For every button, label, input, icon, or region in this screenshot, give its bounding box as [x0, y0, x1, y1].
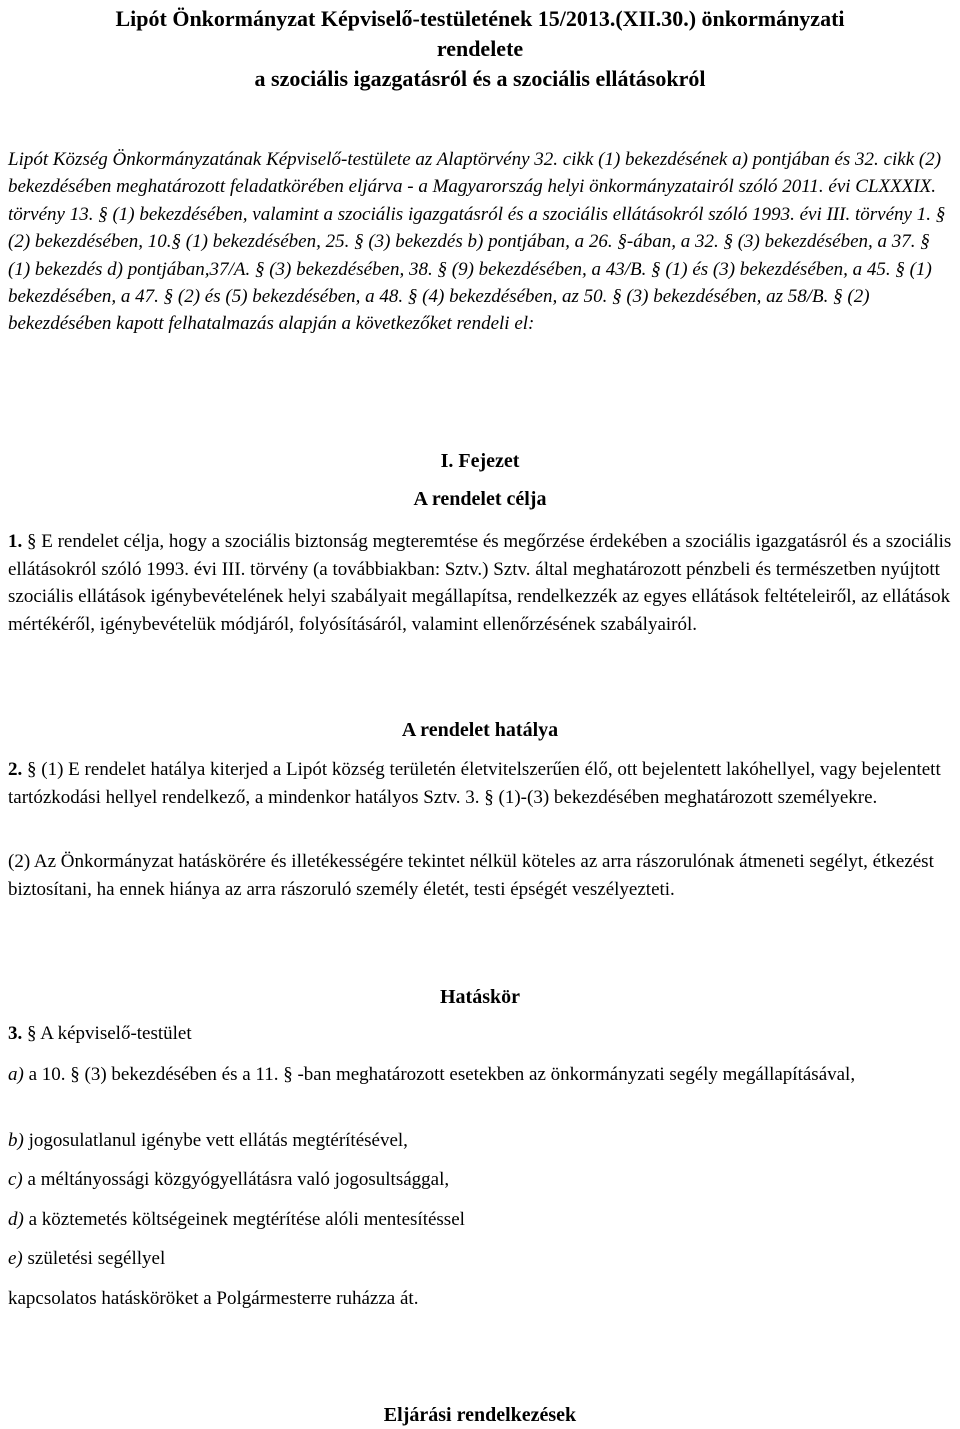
section-1-number: 1.: [8, 531, 23, 552]
section-2-paragraph-2: (2) Az Önkormányzat hatáskörére és illetékességére tekintet nélkül köteles az arra rászorulónak átmeneti segélyt, étkezést biztosítani, ha ennek hiánya az arra rászoruló személy életét, testi épségét veszélyezteti.: [8, 851, 934, 900]
list-item-b-letter: b): [8, 1130, 24, 1151]
section-3-intro-text: § A képviselő-testület: [27, 1023, 192, 1044]
section-2-number: 2.: [8, 759, 23, 780]
list-item-a-text: a 10. § (3) bekezdésében és a 11. § -ban meghatározott esetekben az önkormányzati segély megállapításával,: [23, 1064, 856, 1085]
list-item-a-letter: a): [8, 1064, 24, 1085]
section-2-heading: A rendelet hatálya: [401, 719, 559, 741]
section-2-paragraph-1: [8, 756, 952, 811]
list-item-c-letter: c): [8, 1169, 23, 1190]
section-3-closing: kapcsolatos hatásköröket a Polgármesterre ruházza át.: [8, 1288, 419, 1309]
document-title: [8, 0, 952, 94]
section-4-heading: Eljárási rendelkezések: [383, 1404, 577, 1426]
title-line-2: rendelete: [436, 36, 524, 61]
title-line-1: Lipót Önkormányzat Képviselő-testületének 15/2013.(XII.30.) önkormányzati: [115, 6, 845, 31]
title-line-3: a szociális igazgatásról és a szociális ellátásokról: [254, 66, 706, 91]
list-item-d-text: a köztemetés költségeinek megtérítése alóli mentesítéssel: [23, 1209, 465, 1230]
list-item-c: [8, 1167, 952, 1193]
document-page: [8, 0, 952, 1426]
section-3-number: 3.: [8, 1023, 23, 1044]
list-item-a: [8, 1062, 952, 1088]
section-2-text-1: § (1) E rendelet hatálya kiterjed a Lipót község területén életvitelszerűen élő, ott bejelentett lakóhellyel, vagy bejelentett tartózkodási hellyel rendelkező, a mindenkor hatályos Sztv. 3. § (1)-(3) bekezdésében meghatározott személyekre.: [8, 759, 941, 808]
section-1: [8, 528, 952, 638]
list-item-b-text: jogosulatlanul igénybe vett ellátás megtérítésével,: [23, 1130, 408, 1151]
section-3-intro: [8, 1021, 952, 1047]
chapter-title: A rendelet célja: [413, 488, 547, 510]
list-item-c-text: a méltányossági közgyógyellátásra való jogosultsággal,: [22, 1169, 450, 1190]
section-3-heading: Hatáskör: [440, 986, 520, 1008]
list-item-b: [8, 1128, 952, 1154]
list-item-e-text: születési segéllyel: [22, 1248, 166, 1269]
list-item-d: [8, 1207, 952, 1233]
list-item-e-letter: e): [8, 1248, 23, 1269]
list-item-d-letter: d): [8, 1209, 24, 1230]
chapter-number: I. Fejezet: [440, 450, 520, 472]
list-item-e: [8, 1246, 952, 1272]
section-1-text: § E rendelet célja, hogy a szociális biztonság megteremtése és megőrzése érdekében a szociális igazgatásról és a szociális ellátásokról szóló 1993. évi III. törvény (a továbbiakban: Sztv.) Sztv. által meghatározott pénzbeli és természetben nyújtott szociális ellátások igénybevételének helyi szabályait megállapítsa, rendelkezzék az egyes ellátások feltételeiről, az ellátások mértékéről, igénybevételük módjáról, folyósításáról, valamint ellenőrzésének szabályairól.: [8, 531, 952, 635]
preamble: Lipót Község Önkormányzatának Képviselő-testülete az Alaptörvény 32. cikk (1) bekezdésének a) pontjában és 32. cikk (2) bekezdésében meghatározott feladatkörében eljárva - a Magyarország helyi önkormányzatairól szóló 2011. évi CLXXXIX. törvény 13. § (1) bekezdésében, valamint a szociális igazgatásról és a szociális ellátásokról szóló 1993. évi III. törvény 1. § (2) bekezdésében, 10.§ (1) bekezdésében, 25. § (3) bekezdés b) pontjában, a 26. §-ában, a 32. § (3) bekezdésében, a 37. § (1) bekezdés d) pontjában,37/A. § (3) bekezdésében, 38. § (9) bekezdésében, a 43/B. § (1) és (3) bekezdésében, a 45. § (1) bekezdésében, a 47. § (2) és (5) bekezdésében, a 48. § (4) bekezdésében, az 50. § (3) bekezdésében, az 58/B. § (2) bekezdésében kapott felhatalmazás alapján a következőket rendeli el:: [8, 149, 946, 335]
